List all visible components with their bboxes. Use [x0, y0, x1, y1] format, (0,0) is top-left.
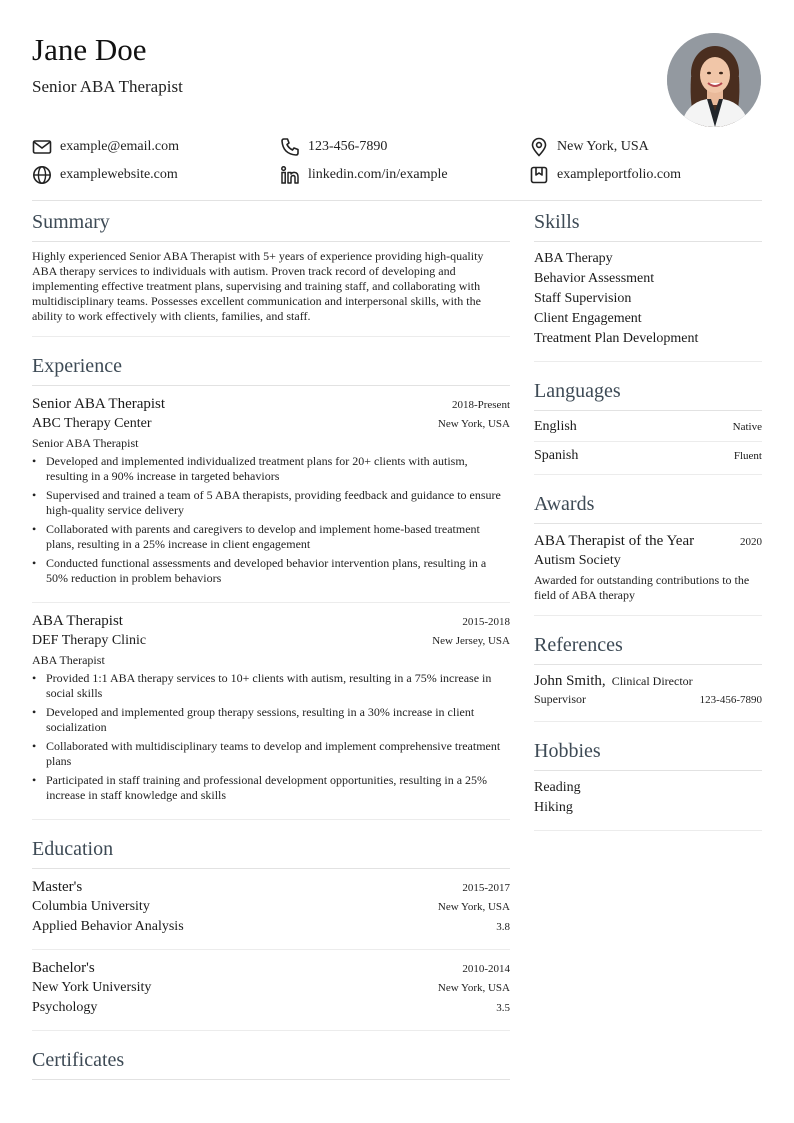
skills-section — [534, 200, 762, 362]
contact-linkedin[interactable] — [280, 164, 448, 186]
job-title: Senior ABA Therapist — [32, 396, 166, 412]
sidebar-column — [534, 200, 762, 831]
job-dates: 2018-Present — [451, 399, 510, 411]
achievement-item: • Supervised and trained a team of 5 ABA therapists, providing feedback and guidance to ensure high-quality service delivery — [32, 488, 510, 518]
contact-email[interactable] — [32, 136, 179, 158]
contact-location-text: New York, USA — [557, 139, 649, 154]
job-role: ABA Therapist — [32, 653, 105, 667]
references-section — [534, 616, 762, 722]
job-achievements — [32, 671, 510, 803]
summary-section — [32, 200, 510, 337]
experience-entry — [32, 386, 510, 603]
profile-photo-image — [667, 33, 761, 127]
mail-icon — [32, 137, 52, 157]
awards-heading: Awards — [534, 475, 762, 524]
achievement-item: • Collaborated with multidisciplinary teams to develop and implement comprehensive treatment plans — [32, 739, 510, 769]
degree-name: Master's — [32, 879, 83, 895]
gpa-value: 3.5 — [496, 1002, 510, 1014]
degree-name: Bachelor's — [32, 960, 95, 976]
field-of-study: Psychology — [32, 1000, 98, 1015]
hobbies-section — [534, 722, 762, 831]
education-heading: Education — [32, 820, 510, 869]
hobbies-heading: Hobbies — [534, 722, 762, 771]
achievement-item: • Developed and implemented group therapy sessions, resulting in a 30% increase in client socialization — [32, 705, 510, 735]
school-location: New York, USA — [437, 901, 510, 913]
language-name: Spanish — [534, 448, 579, 463]
experience-entry — [32, 603, 510, 820]
award-title: ABA Therapist of the Year — [534, 533, 695, 549]
education-entry — [32, 950, 510, 1031]
school-name: Columbia University — [32, 899, 150, 914]
main-column — [32, 200, 510, 1080]
job-company: ABC Therapy Center — [32, 416, 152, 431]
summary-text: Highly experienced Senior ABA Therapist with 5+ years of experience providing high-quality ABA therapy services to individuals with autism. Proven track record of developing and implementing effective treatment plans, supervising and training staff, and collaborating with multidisciplinary teams. Possesses excellent communication and interpersonal skills, with the ability to work effectively with clients, families, and staff. — [32, 249, 484, 323]
references-heading: References — [534, 616, 762, 665]
job-achievements — [32, 454, 510, 586]
reference-role: Clinical Director — [611, 674, 693, 688]
achievement-item: • Collaborated with parents and caregivers to develop and implement home-based treatment plans, resulting in a 25% increase in client engagement — [32, 522, 510, 552]
degree-dates: 2015-2017 — [462, 882, 510, 894]
contact-website[interactable] — [32, 164, 178, 186]
contact-location — [529, 136, 649, 158]
skills-heading: Skills — [534, 200, 762, 242]
skill-item: Client Engagement — [534, 311, 642, 326]
job-location: New York, USA — [437, 418, 510, 430]
job-location: New Jersey, USA — [432, 635, 510, 647]
achievement-item: • Provided 1:1 ABA therapy services to 10+ clients with autism, resulting in a 75% increase in social skills — [32, 671, 510, 701]
languages-section — [534, 362, 762, 475]
school-location: New York, USA — [437, 982, 510, 994]
profile-photo — [667, 33, 761, 127]
skill-item: ABA Therapy — [534, 251, 613, 266]
candidate-name: Jane Doe — [32, 32, 147, 67]
experience-section — [32, 337, 510, 820]
location-pin-icon — [529, 137, 549, 157]
skill-item: Behavior Assessment — [534, 271, 655, 286]
contact-portfolio-text: exampleportfolio.com — [557, 167, 682, 182]
contact-portfolio[interactable] — [529, 164, 681, 186]
candidate-title: Senior ABA Therapist — [32, 77, 183, 96]
field-of-study: Applied Behavior Analysis — [32, 919, 184, 934]
achievement-item: • Conducted functional assessments and developed behavior intervention plans, resulting in a 50% reduction in problem behaviors — [32, 556, 510, 586]
portfolio-bookmark-icon — [529, 165, 549, 185]
language-level: Fluent — [733, 450, 762, 462]
award-issuer: Autism Society — [534, 553, 621, 568]
awards-section — [534, 475, 762, 616]
award-description: Awarded for outstanding contributions to the field of ABA therapy — [534, 573, 750, 602]
language-level: Native — [732, 421, 762, 433]
job-title: ABA Therapist — [32, 613, 123, 629]
reference-phone: 123-456-7890 — [699, 694, 762, 706]
contact-phone-text: 123-456-7890 — [308, 139, 388, 154]
certificates-section — [32, 1031, 510, 1080]
experience-heading: Experience — [32, 337, 510, 386]
languages-heading: Languages — [534, 362, 762, 411]
reference-relation: Supervisor — [534, 692, 586, 706]
certificates-heading: Certificates — [32, 1031, 510, 1080]
job-role: Senior ABA Therapist — [32, 436, 139, 450]
contact-email-text: example@email.com — [60, 139, 180, 154]
skill-item: Treatment Plan Development — [534, 331, 699, 346]
degree-dates: 2010-2014 — [462, 963, 510, 975]
summary-heading: Summary — [32, 200, 510, 242]
skill-item: Staff Supervision — [534, 291, 632, 306]
contact-linkedin-text: linkedin.com/in/example — [308, 167, 448, 182]
hobby-item: Reading — [534, 780, 581, 795]
contact-phone[interactable] — [280, 136, 387, 158]
globe-icon — [32, 165, 52, 185]
linkedin-icon — [280, 165, 300, 185]
phone-icon — [280, 137, 300, 157]
language-name: English — [534, 419, 577, 434]
job-company: DEF Therapy Clinic — [32, 633, 147, 648]
education-section — [32, 820, 510, 1031]
achievement-item: • Developed and implemented individualized treatment plans for 20+ clients with autism, resulting in a 90% increase in targeted behaviors — [32, 454, 510, 484]
award-year: 2020 — [740, 536, 762, 548]
school-name: New York University — [32, 980, 152, 995]
hobby-item: Hiking — [534, 800, 573, 815]
reference-name: John Smith, — [534, 673, 606, 689]
language-row — [534, 413, 762, 442]
education-entry — [32, 869, 510, 950]
achievement-item: • Participated in staff training and professional development opportunities, resulting in a 25% increase in staff knowledge and skills — [32, 773, 510, 803]
job-dates: 2015-2018 — [462, 616, 510, 628]
gpa-value: 3.8 — [496, 921, 510, 933]
language-row — [534, 442, 762, 470]
contact-website-text: examplewebsite.com — [60, 167, 178, 182]
